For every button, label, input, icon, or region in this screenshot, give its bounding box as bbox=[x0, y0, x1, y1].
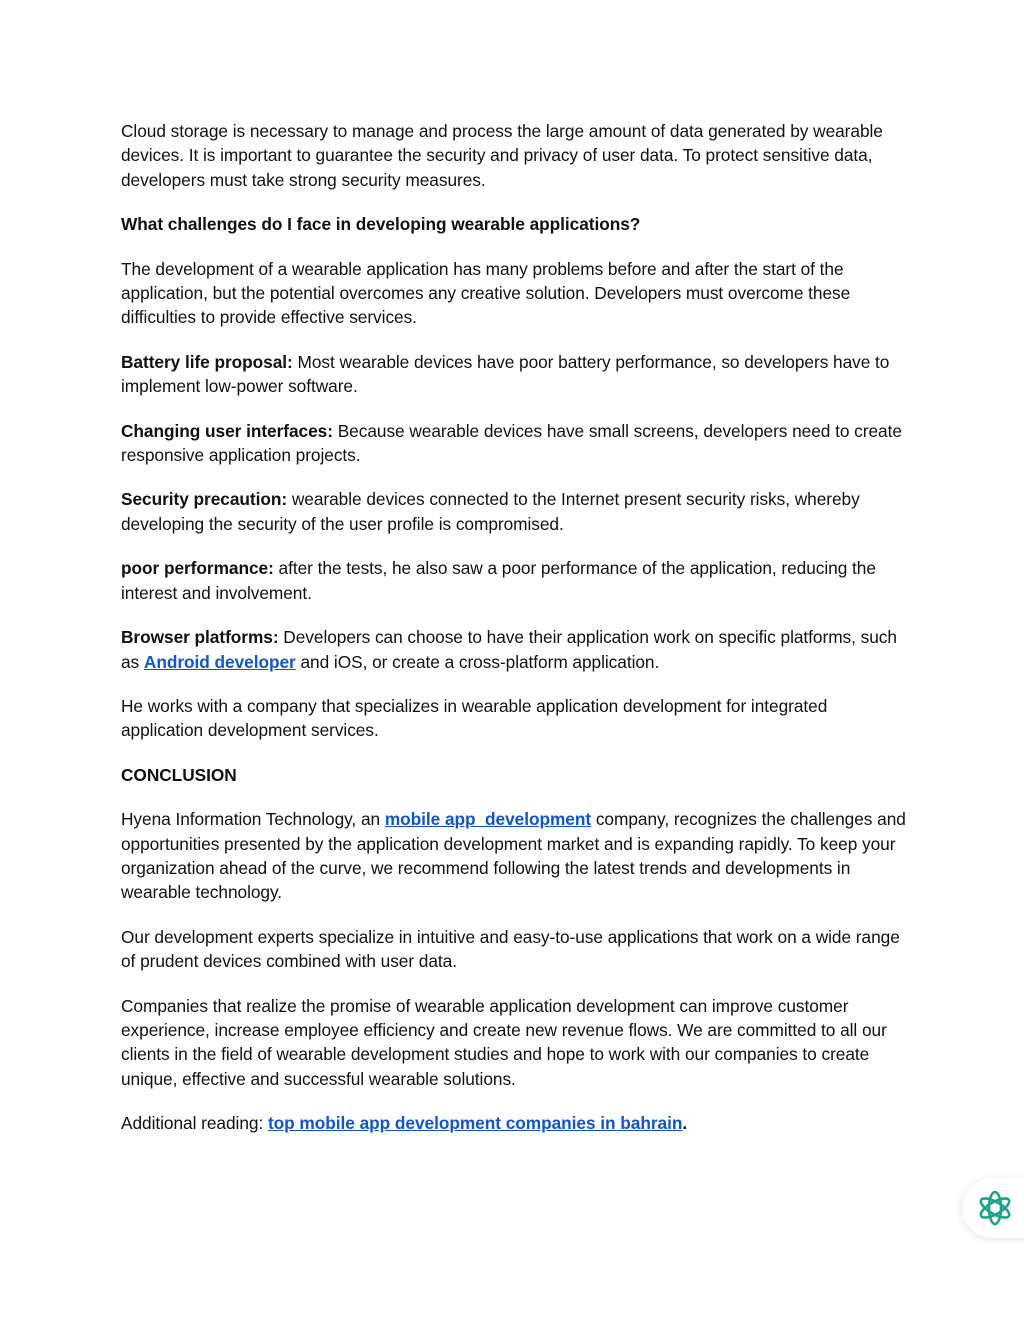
bahrain-companies-link[interactable]: top mobile app development companies in bahrain bbox=[267, 1113, 683, 1134]
mobile-app-development-link[interactable]: mobile app development bbox=[384, 809, 592, 830]
browser-platforms-text-before: Developers can choose to have their application work on specific platforms, such as bbox=[121, 627, 897, 672]
paragraph-company: He works with a company that specializes in wearable application development for integrated application development services. bbox=[121, 695, 828, 741]
heading-conclusion: CONCLUSION bbox=[121, 764, 237, 785]
assistant-badge[interactable] bbox=[962, 1178, 1024, 1238]
paragraph-cloud-storage: Cloud storage is necessary to manage and process the large amount of data generated by wearable devices. It is important to guarantee the security and privacy of user data. To protect sensitive data, developers must take strong security measures. bbox=[121, 121, 883, 190]
user-interfaces-label: Changing user interfaces: bbox=[121, 420, 333, 441]
paragraph-user-interfaces bbox=[121, 419, 911, 468]
paragraph-companies: Companies that realize the promise of wearable application development can improve customer experience, increase employee efficiency and create new revenue flows. We are committed to all our clients in the field of wearable development studies and hope to work with our companies to create unique, effective and successful wearable solutions. bbox=[121, 995, 887, 1089]
paragraph-development-problems: The development of a wearable application has many problems before and after the start of the application, but the potential overcomes any creative solution. Developers must overcome these difficulties to provide effective services. bbox=[121, 258, 851, 328]
battery-life-text: Most wearable devices have poor battery performance, so developers have to implement low-power software. bbox=[121, 351, 890, 397]
paragraph-hyena bbox=[121, 807, 911, 905]
ai-assistant-icon bbox=[974, 1187, 1016, 1229]
additional-reading-period: . bbox=[682, 1113, 688, 1134]
performance-label: poor performance: bbox=[121, 558, 274, 579]
hyena-text-before: Hyena Information Technology, an bbox=[121, 809, 385, 830]
paragraph-security bbox=[121, 487, 911, 536]
user-interfaces-text: Because wearable devices have small screens, developers need to create responsive application projects. bbox=[121, 420, 902, 466]
security-text: wearable devices connected to the Internet present security risks, whereby developing the security of the user profile is compromised. bbox=[121, 489, 860, 534]
paragraph-additional-reading bbox=[121, 1111, 911, 1135]
battery-life-label: Battery life proposal: bbox=[121, 351, 293, 372]
android-developer-link[interactable]: Android developer bbox=[143, 651, 296, 672]
browser-platforms-text-after: and iOS, or create a cross-platform application. bbox=[295, 651, 660, 672]
heading-challenges: What challenges do I face in developing wearable applications? bbox=[121, 214, 641, 235]
performance-text: after the tests, he also saw a poor performance of the application, reducing the interest and involvement. bbox=[121, 558, 876, 603]
browser-platforms-label: Browser platforms: bbox=[121, 627, 279, 648]
document-body bbox=[121, 119, 911, 1156]
security-label: Security precaution: bbox=[121, 489, 288, 510]
paragraph-experts: Our development experts specialize in intuitive and easy-to-use applications that work on a wide range of prudent devices combined with user data. bbox=[121, 926, 900, 972]
paragraph-browser-platforms bbox=[121, 625, 911, 674]
paragraph-performance bbox=[121, 556, 911, 605]
additional-reading-label: Additional reading: bbox=[121, 1113, 268, 1134]
paragraph-battery-life bbox=[121, 350, 911, 399]
hyena-text-after: company, recognizes the challenges and opportunities presented by the application development market and is expanding rapidly. To keep your organization ahead of the curve, we recommend following the latest trends and developments in wearable technology. bbox=[121, 809, 906, 903]
